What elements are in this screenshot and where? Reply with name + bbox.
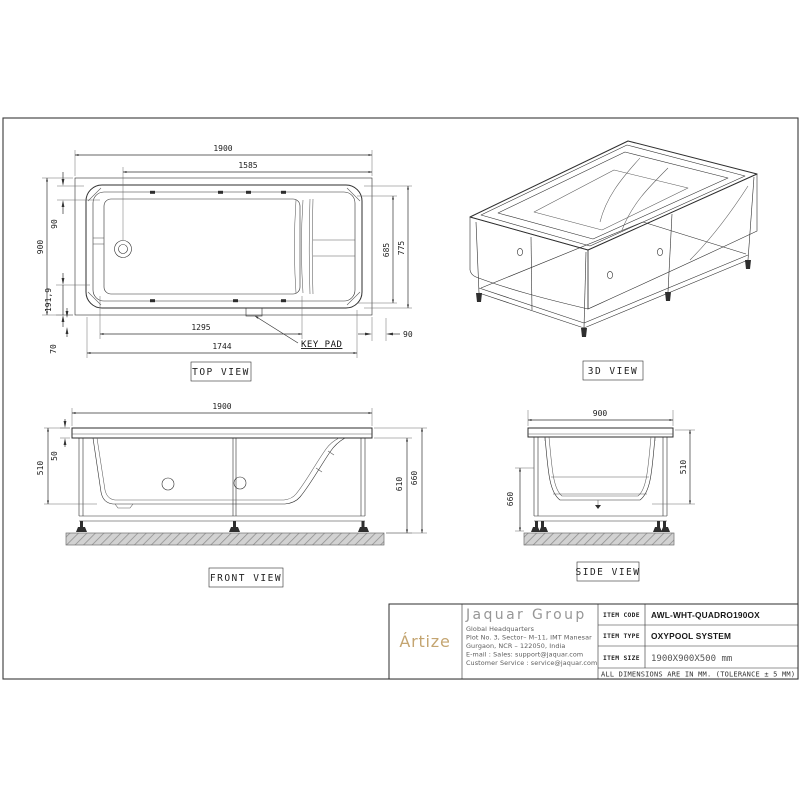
- item-type-label: ITEM TYPE: [603, 633, 640, 640]
- svg-text:191,9: 191,9: [44, 287, 53, 313]
- address-line: E-mail : Sales: support@jaquar.com: [466, 650, 584, 659]
- address-line: Gurgaon, NCR – 122050, India: [466, 642, 566, 650]
- svg-text:1295: 1295: [191, 323, 211, 332]
- side-ground: [524, 533, 674, 545]
- address-line: Customer Service : service@jaquar.com: [466, 659, 598, 667]
- svg-text:1900: 1900: [212, 402, 232, 411]
- svg-text:TOP VIEW: TOP VIEW: [192, 367, 250, 378]
- svg-text:685: 685: [382, 242, 391, 258]
- svg-text:70: 70: [49, 344, 58, 354]
- svg-text:900: 900: [36, 239, 45, 255]
- svg-text:660: 660: [506, 491, 515, 507]
- svg-text:775: 775: [397, 240, 406, 256]
- svg-text:1744: 1744: [212, 342, 232, 351]
- svg-text:660: 660: [410, 470, 419, 486]
- item-size-label: ITEM SIZE: [603, 655, 640, 662]
- front-ground: [66, 533, 384, 545]
- item-code-value: AWL-WHT-QUADRO190OX: [651, 610, 760, 620]
- svg-text:3D VIEW: 3D VIEW: [587, 366, 639, 377]
- item-type-value: OXYPOOL SYSTEM: [651, 631, 732, 641]
- svg-text:610: 610: [395, 476, 404, 492]
- sheet-border: [3, 118, 798, 679]
- svg-text:SIDE VIEW: SIDE VIEW: [575, 567, 641, 578]
- keypad-label: KEY PAD: [301, 340, 343, 350]
- item-code-label: ITEM CODE: [603, 612, 640, 619]
- svg-text:1900: 1900: [213, 144, 233, 153]
- artize-logo: Ártize: [399, 632, 451, 651]
- tolerance-note: ALL DIMENSIONS ARE IN MM. (TOLERANCE ± 5 MM): [601, 670, 796, 679]
- company-name: Jaquar Group: [466, 607, 587, 623]
- svg-text:50: 50: [50, 451, 59, 461]
- title-block: [389, 604, 798, 679]
- svg-text:90: 90: [50, 219, 59, 229]
- svg-text:510: 510: [679, 459, 688, 475]
- svg-text:900: 900: [592, 409, 608, 418]
- address-line: Global Headquarters: [466, 625, 535, 633]
- svg-text:510: 510: [36, 460, 45, 476]
- svg-text:1585: 1585: [238, 161, 258, 170]
- svg-text:FRONT VIEW: FRONT VIEW: [209, 573, 283, 584]
- item-size-value: 1900X900X500 mm: [651, 654, 733, 664]
- svg-text:90: 90: [403, 330, 413, 339]
- address-line: Plot No. 3, Sector– M–11, IMT Manesar: [466, 633, 592, 642]
